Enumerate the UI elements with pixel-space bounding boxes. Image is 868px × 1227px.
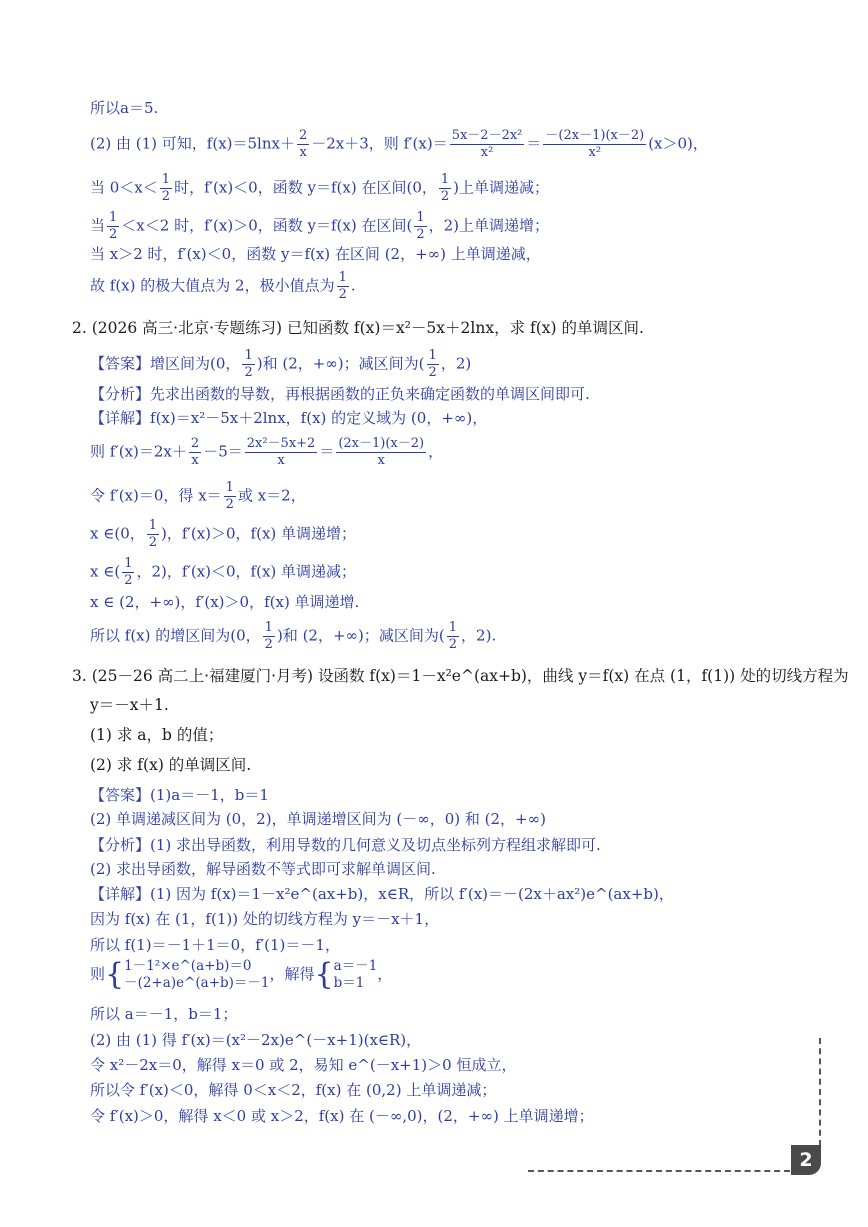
numerator: 2 [190,436,200,451]
line [90,592,359,612]
text: x ∈ (2，+∞)，f′(x)＞0，f(x) 单调递增. [90,593,360,611]
solution-system [334,958,378,992]
interval-close: ) [276,626,283,645]
fraction [439,172,451,205]
denominator: x [191,453,199,468]
answer-tag: 【答案】 [90,786,151,804]
numerator: 1 [244,348,253,363]
interval-close: ，2) [136,562,167,581]
text: (2) 单调递减区间为 (0，2)，单调递增区间为 (－∞，0) 和 (2，+∞) [90,810,546,828]
text: x ∈ [90,562,115,581]
line [90,480,306,513]
line [90,1080,496,1100]
text: (2) 由 (1) 可知，f(x)＝5lnx＋ [90,134,295,153]
numerator: (2x－1)(x－2) [338,436,425,451]
denominator: x [377,453,385,468]
line [90,935,340,955]
numerator: 1 [440,172,450,187]
text: . [350,276,356,295]
numerator: 1 [416,210,425,225]
fraction [147,518,159,551]
analysis-tag: 【分析】 [90,385,151,403]
line [90,556,356,589]
interval-open: ( [418,354,425,373]
text: 因为 f(x) 在 (1，f(1)) 处的切线方程为 y＝－x＋1， [90,910,440,928]
fraction [160,172,172,205]
equation: a＝－1 [333,958,378,974]
numerator: 1 [225,480,234,495]
fraction [447,620,459,653]
text: 令 f′(x)＞0，解得 x＜0 或 x＞2，f(x) 在 (－∞,0)，(2，+∞) 上单调递增； [90,1107,594,1125]
text: 所以 f(1)＝－1＋1＝0，f′(1)＝－1， [90,936,340,954]
line [90,244,541,264]
text: f(x)＝x²－5x＋2lnx，f(x) 的定义域为 (0，+∞)， [150,409,488,427]
fraction [224,480,236,513]
numerator: 2 [298,128,308,143]
line [90,128,708,161]
text: 3. (25－26 高二上·福建厦门·月考) 设函数 f(x)＝1－x²e^(ax+b)，曲线 y＝f(x) 在点 (1，f(1)) 处的切线方程为 [72,667,849,685]
interval-open: ( [438,626,445,645]
line [90,1030,421,1050]
equation-system-line [90,958,392,992]
analysis-line [90,835,601,855]
fraction [245,436,318,469]
numerator: 2x²－5x+2 [246,436,316,451]
interval-open: (0， [210,354,241,373]
text: 故 f(x) 的极大值点为 2，极小值点为 [90,276,335,295]
denominator: x [299,145,307,160]
interval-close: ，2) [461,626,492,645]
text: 先求出函数的导数，再根据函数的正负来确定函数的单调区间即可. [150,385,590,403]
fraction [450,128,525,161]
text: 令 f′(x)＝0，得 x＝ [90,486,222,505]
text: 所以令 f′(x)＜0，解得 0＜x＜2，f(x) 在 (0,2) 上单调递减； [90,1081,497,1099]
detail-line [90,884,674,904]
text: (1) 求 a，b 的值； [90,726,224,744]
denominator: 2 [440,189,450,204]
detail-tag: 【详解】 [90,409,151,427]
fraction [337,270,349,303]
text: 所以 f(x) 的增区间为 [90,626,231,645]
question-3-part-2 [90,755,251,775]
text: 所以 a＝－1，b＝1； [90,1005,238,1023]
fraction [543,128,646,161]
text: 当 0＜x＜ [90,178,158,197]
text: 令 x²－2x＝0，解得 x＝0 或 2，易知 e^(－x+1)＞0 恒成立， [90,1056,517,1074]
numerator: 1 [428,348,437,363]
equation: －(2+a)e^(a+b)＝－1 [124,975,270,991]
text: (2) 求 f(x) 的单调区间. [90,756,252,774]
page-border-dashed-horizontal [528,1170,790,1172]
text: (1)a＝－1，b＝1 [150,786,269,804]
denominator: 2 [264,637,273,652]
interval-close: ) [256,354,263,373]
denominator: 2 [109,227,118,242]
line [90,518,356,551]
denominator: 2 [428,365,437,380]
text: 和 (2，+∞)；减区间为 [282,626,439,645]
numerator: 1 [148,518,158,533]
text: x ∈ [90,524,115,543]
analysis-tag: 【分析】 [90,836,151,854]
line [90,210,549,243]
text: 增区间为 [150,354,211,373]
fraction [414,210,426,243]
text: 则 f′(x)＝2x＋ [90,442,187,461]
line [90,620,496,653]
denominator: x [277,453,285,468]
equation-system [124,958,269,992]
numerator: 1 [264,620,273,635]
text: ，f′(x)＜0，f(x) 单调递减； [166,562,357,581]
denominator: x² [588,145,602,160]
text: ， [428,442,444,461]
line [90,436,443,469]
equation: 1－1²×e^(a+b)＝0 [124,958,252,974]
text: (1) 求出导函数，利用导数的几何意义及切点坐标列方程组求解即可. [150,836,601,854]
text: 时，f′(x)＜0，函数 y＝f(x) 在区间 [174,178,407,197]
text: ＝ [526,134,542,153]
line [90,909,439,929]
equation: b＝1 [333,975,365,991]
interval-close: ) [453,178,460,197]
line [90,809,546,829]
text: 所以a＝5. [90,99,159,117]
text: 则 [90,965,106,983]
denominator: 2 [161,189,171,204]
line [90,1004,237,1024]
detail-tag: 【详解】 [90,885,151,903]
question-2-title [72,318,644,338]
line [90,1055,516,1075]
page-number: 2 [791,1145,821,1175]
interval-close: ，2) [428,216,460,235]
line [90,172,549,205]
fraction [427,348,439,381]
fraction [122,556,134,589]
line [90,1106,594,1126]
denominator: 2 [448,637,458,652]
numerator: 1 [109,210,118,225]
answer-line [90,348,471,381]
text: (2) 由 (1) 得 f′(x)＝(x²－2x)e^(－x+1)(x∈R)， [90,1031,422,1049]
analysis-line [90,384,590,404]
interval-open: (0， [114,524,145,543]
text: ＜x＜2 时，f′(x)＞0，函数 y＝f(x) 在区间 [121,216,407,235]
text: 当 x＞2 时，f′(x)＜0，函数 y＝f(x) 在区间 (2，+∞) 上单调递减， [90,245,541,263]
text: 上单调递减； [459,178,550,197]
interval-close: ，2) [440,354,472,373]
text: 2. (2026 高三·北京·专题练习) 已知函数 f(x)＝x²－5x＋2lnx，求 f(x) 的单调区间. [72,319,644,337]
fraction [263,620,275,653]
detail-line [90,408,487,428]
interval-open: (0， [230,626,261,645]
line [90,859,436,879]
denominator: 2 [225,497,234,512]
text: 和 (2，+∞)；减区间为 [262,354,419,373]
text: 上单调递增； [459,216,550,235]
numerator: －(2x－1)(x－2) [545,128,645,143]
line [90,98,158,118]
numerator: 1 [124,556,133,571]
text: ＝ [319,442,335,461]
fraction [242,348,254,381]
fraction [336,436,426,469]
left-brace: { [314,957,334,992]
denominator: 2 [148,535,158,550]
text: －5＝ [203,442,243,461]
denominator: x² [480,145,494,160]
text: y＝－x＋1. [90,696,169,714]
denominator: 2 [124,573,133,588]
denominator: 2 [338,287,347,302]
fraction [107,210,119,243]
text: . [491,626,497,645]
question-3-title [72,666,849,686]
denominator: 2 [244,365,253,380]
denominator: 2 [416,227,425,242]
numerator: 5x－2－2x² [451,128,523,143]
page-border-dashed-vertical [819,1038,821,1146]
question-3-part-1 [90,725,223,745]
text: －2x＋3，则 f′(x)＝ [311,134,448,153]
interval-open: ( [406,216,413,235]
text: (2) 求出导函数，解导函数不等式即可求解单调区间. [90,860,436,878]
text: (x＞0)， [648,134,708,153]
text: ，解得 [269,965,315,983]
interval-open: ( [114,562,121,581]
numerator: 1 [161,172,171,187]
interval-close: ) [161,524,167,543]
numerator: 1 [448,620,458,635]
text: (1) 因为 f(x)＝1－x²e^(ax+b)，x∈R，所以 f′(x)＝－(2x＋ax²)e^(ax+b)， [150,885,674,903]
left-brace: { [105,957,125,992]
answer-tag: 【答案】 [90,354,151,373]
text: ， [377,965,393,983]
fraction [297,128,309,161]
text: 或 x＝2， [237,486,306,505]
interval-open: (0， [406,178,437,197]
text: 当 [90,216,106,235]
answer-line [90,785,269,805]
numerator: 1 [338,270,347,285]
fraction [189,436,201,469]
line [90,270,356,303]
question-3-title-cont [90,695,169,715]
text: ，f′(x)＞0，f(x) 单调递增； [166,524,357,543]
